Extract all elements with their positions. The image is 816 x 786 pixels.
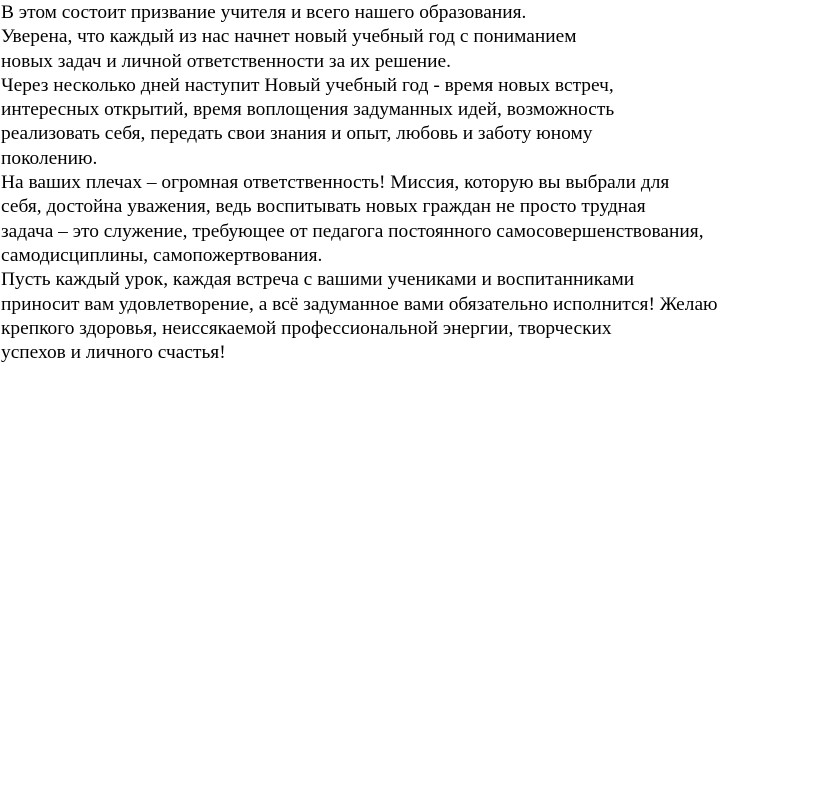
text-line: задача – это служение, требующее от педагога постоянного самосовершенствования, [1,220,704,242]
text-line: Пусть каждый урок, каждая встреча с вашими учениками и воспитанниками [1,269,635,291]
text-line: крепкого здоровья, неиссякаемой профессиональной энергии, творческих [1,317,612,339]
text-line: интересных открытий, время воплощения задуманных идей, возможность [1,99,615,121]
document-text [1,1,813,365]
text-line: реализовать себя, передать свои знания и опыт, любовь и заботу юному [1,123,593,145]
text-line: успехов и личного счастья! [1,342,226,364]
text-line: самодисциплины, самопожертвования. [1,244,323,266]
text-line: В этом состоит призвание учителя и всего нашего образования. [1,2,527,23]
text-line: Уверена, что каждый из нас начнет новый учебный год с пониманием [1,26,577,48]
text-line: Через несколько дней наступит Новый учебный год - время новых встреч, [1,74,614,96]
text-line: На ваших плечах – огромная ответственность! Миссия, которую вы выбрали для [1,172,670,194]
text-line: поколению. [1,147,98,169]
text-line: себя, достойна уважения, ведь воспитывать новых граждан не просто трудная [1,196,646,218]
text-line: приносит вам удовлетворение, а всё задуманное вами обязательно исполнится! Желаю [1,293,718,315]
text-line: новых задач и личной ответственности за их решение. [1,50,452,72]
